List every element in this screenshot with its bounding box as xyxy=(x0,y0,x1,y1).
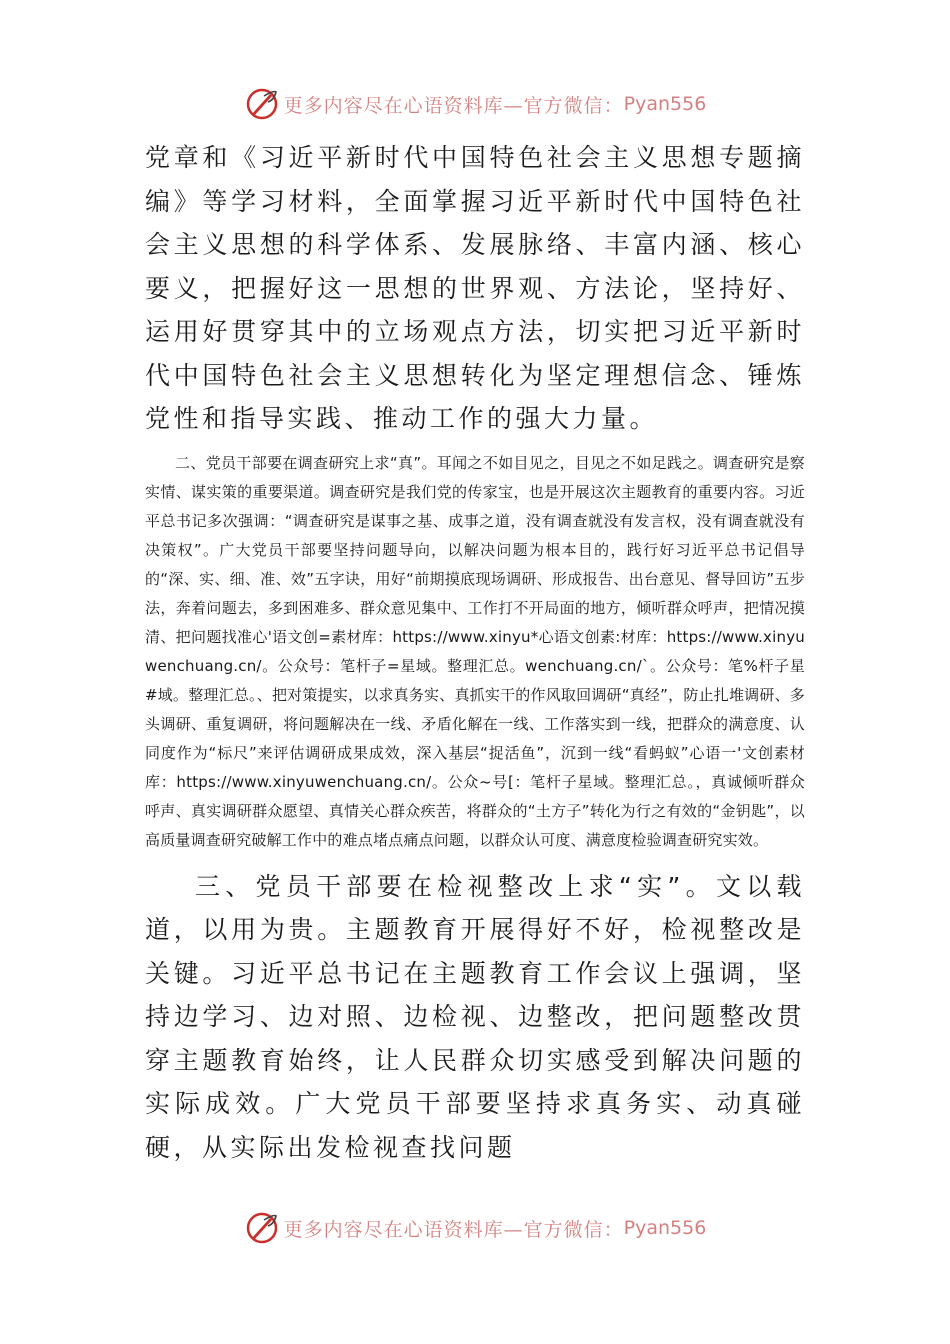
quill-logo-icon xyxy=(244,1210,280,1246)
header-watermark-banner xyxy=(0,84,950,124)
banner-text: 更多内容尽在心语资料库—官方微信： xyxy=(283,1218,624,1241)
quill-logo-icon xyxy=(244,86,280,122)
banner-handle: Pyan556 xyxy=(623,1217,707,1239)
paragraph-study-materials: 党章和《习近平新时代中国特色社会主义思想专题摘编》等学习材料，全面掌握习近平新时代中国特色社会主义思想的科学体系、发展脉络、丰富内涵、核心要义，把握好这一思想的世界观、方法论，坚持好、运用好贯穿其中的立场观点方法，切实把习近平新时代中国特色社会主义思想转化为坚定理想信念、锤炼党性和指导实践、推动工作的强大力量。 xyxy=(145,143,805,433)
banner-text: 更多内容尽在心语资料库—官方微信： xyxy=(283,94,624,117)
paragraph-investigation-research: 二、党员干部要在调查研究上求“真”。耳闻之不如目见之，目见之不如足践之。调查研究是察实情、谋实策的重要渠道。调查研究是我们党的传家宝，也是开展这次主题教育的重要内容。习近平总书记多次强调：“调查研究是谋事之基、成事之道，没有调查就没有发言权，没有调查就没有决策权”。广大党员干部要坚持问题导向，以解决问题为根本目的，践行好习近平总书记倡导的“深、实、细、准、效”五字诀，用好“前期摸底现场调研、形成报告、出台意见、督导回访”五步法，奔着问题去，多到困难多、群众意见集中、工作打不开局面的地方，倾听群众呼声，把情况摸清、把问题找准心'语文创=素材库：https://www.xinyu*心语文创素:材库：https://www.xinyuwenchuang.cn/。公众号：笔杆子=星域。整理汇总。wenchuang.cn/`。公众号：笔%杆子星#域。整理汇总。、把对策提实，以求真务实、真抓实干的作风取回调研“真经”，防止扎堆调研、多头调研、重复调研，将问题解决在一线、矛盾化解在一线、工作落实到一线，把群众的满意度、认同度作为“标尺”来评估调研成果成效，深入基层“捉活鱼”，沉到一线“看蚂蚁”心语一'文创素材库：https://www.xinyuwenchuang.cn/。公众~号[：笔杆子星域。整理汇总。，真诚倾听群众呼声、真实调研群众愿望、真情关心群众疾苦，将群众的“土方子”转化为行之有效的“金钥匙”，以高质量调查研究破解工作中的难点堵点痛点问题，以群众认可度、满意度检验调查研究实效。 xyxy=(145,453,805,849)
document-body xyxy=(145,136,805,1169)
banner-handle: Pyan556 xyxy=(623,93,707,115)
paragraph-inspection-rectification: 三、党员干部要在检视整改上求“实”。文以载道，以用为贵。主题教育开展得好不好，检视整改是关键。习近平总书记在主题教育工作会议上强调，坚持边学习、边对照、边检视、边整改，把问题整改贯穿主题教育始终，让人民群众切实感受到解决问题的实际成效。广大党员干部要坚持求真务实、动真碰硬，从实际出发检视查找问题 xyxy=(145,871,805,1162)
footer-watermark-banner xyxy=(0,1208,950,1248)
